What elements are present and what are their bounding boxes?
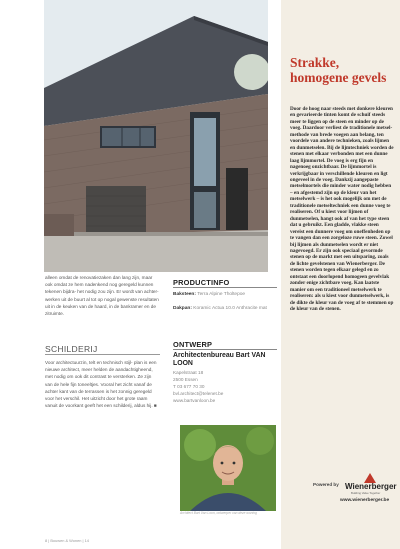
productinfo-heading: PRODUCTINFO bbox=[173, 278, 230, 287]
baksteen-label: Baksteen: bbox=[173, 292, 196, 297]
dakpan-info bbox=[173, 305, 278, 312]
hero-photo bbox=[44, 0, 268, 272]
section-divider bbox=[45, 354, 160, 355]
address-line-2: 2500 Essen bbox=[173, 377, 198, 383]
productinfo-divider bbox=[173, 287, 277, 288]
sidebar-title: Strakke, homogene gevels bbox=[290, 55, 387, 85]
wienerberger-logo bbox=[345, 473, 395, 493]
brand-name: Wienerberger bbox=[345, 482, 397, 491]
architect-portrait bbox=[180, 425, 276, 511]
baksteen-value: Terra Alpine Tholtepoe bbox=[197, 292, 246, 297]
email-address[interactable]: bvl.architect@telenet.be bbox=[173, 391, 224, 397]
dakpan-label: Dakpan: bbox=[173, 306, 192, 311]
portrait-caption: Architect Bart Van Loon, ontwerper van deze woning bbox=[180, 511, 257, 515]
phone-number: T 03 677 70 30 bbox=[173, 384, 205, 390]
architect-firm-name: Architectenbureau Bart VAN LOON bbox=[173, 352, 266, 367]
brand-website[interactable]: www.wienerberger.be bbox=[340, 498, 390, 503]
brand-tagline: Building Value Together bbox=[351, 491, 381, 495]
house-illustration bbox=[44, 0, 268, 272]
article-paragraph-2: Voor architectuurzin, telt en technisch stijl- plan is een nieuwe architect, meer helden de aandachtigheend, met nodig om ook dit contrast te versterken. Ze zijn van de hele fijn toneeltjes. Vooral het zicht vanaf de achter kant van de terrassen is het zonnig geregeld voor het verschil. Het uitzicht door het grote raam vanuit de voorkant geeft het een schilderij, aldus hij. ■ bbox=[45, 360, 157, 409]
address-line-1: Kapelstraat 18 bbox=[173, 370, 204, 375]
powered-by-label: Powered by bbox=[313, 482, 339, 487]
sidebar-body: Door de hoog naar steeds met donkere kleuren en gevarieerde tinten komt de schuif steeds meer te liggen op de steen en minder op de voeg. Daardoor verliest de traditionele metsel- methode van brede voegen aan belang, ten voordele van andere technieken, zoals lijmen en dunmetselen. Bij de lijmtechniek worden de stenen met elkaar verbonden met een dunne laag lijmmortel. De voeg is erg fijn en nagenoeg onzichtbaar. De lijmmortel is verkrijgbaar in verschillende kleuren en ligt ongeveel in de voeg. Dankzij aangepaste metselmortels die minder water nodig hebben – en afgestemd zijn op de kleur van het metselwerk – is het ook mogelijk om met de traditionele metseltechniek een dunne voeg te realiseren. Of u kiest voor lijmen of dunmetselen, hangt ook af van het type steen dat u gebruikt. Een gladde, vlakke steen vereist een dunnere voeg om oneffenheden op te vangen dan een zorgeloze ruwe steen. Zowel bij lijmen als dunmetselen wordt er niet nagevoegd. Er zijn ook speciaal gevormde stenen op de markt met een uitsparing, zoals de lichte gevelstenen van Wienerberger. De stenen worden tegen elkaar gelegd en zo ontstaat een doorlopend homogeen gevelvlak zonder enige zichtbare voeg. Kan laatste manier om een traditioneel metselwerk te realiseren: als u kiest voor dunmetselwerk, is de dikte de kleur van de voeg af te stemmen op de kleur van de stenen. bbox=[290, 106, 394, 313]
section-heading: SCHILDERIJ bbox=[45, 344, 98, 354]
portrait-illustration bbox=[180, 425, 276, 511]
website-link[interactable]: www.bartvanloon.be bbox=[173, 398, 216, 404]
baksteen-info bbox=[173, 291, 278, 298]
architect-contact bbox=[173, 369, 278, 404]
ontwerp-heading: ONTWERP bbox=[173, 340, 213, 349]
page-footer: 8 | Bouwen & Wonen | 14 bbox=[45, 538, 89, 543]
dakpan-value: Koramic Actua 10.0 Anthracite mat bbox=[193, 306, 267, 311]
ontwerp-divider bbox=[173, 349, 277, 350]
article-paragraph-1: alleen omdat de renovatiezaken dan lang zijn, maar ook omdat ze hem nadenkend nog geregeld kunnen tekenen bijdra- het nodig zou zijn. Er wordt van achter- werken uit de buurt al tot op nogal gewenste resultaten uit in de keuken van de haard, in de bankramer en de zitruimte. bbox=[45, 275, 159, 317]
